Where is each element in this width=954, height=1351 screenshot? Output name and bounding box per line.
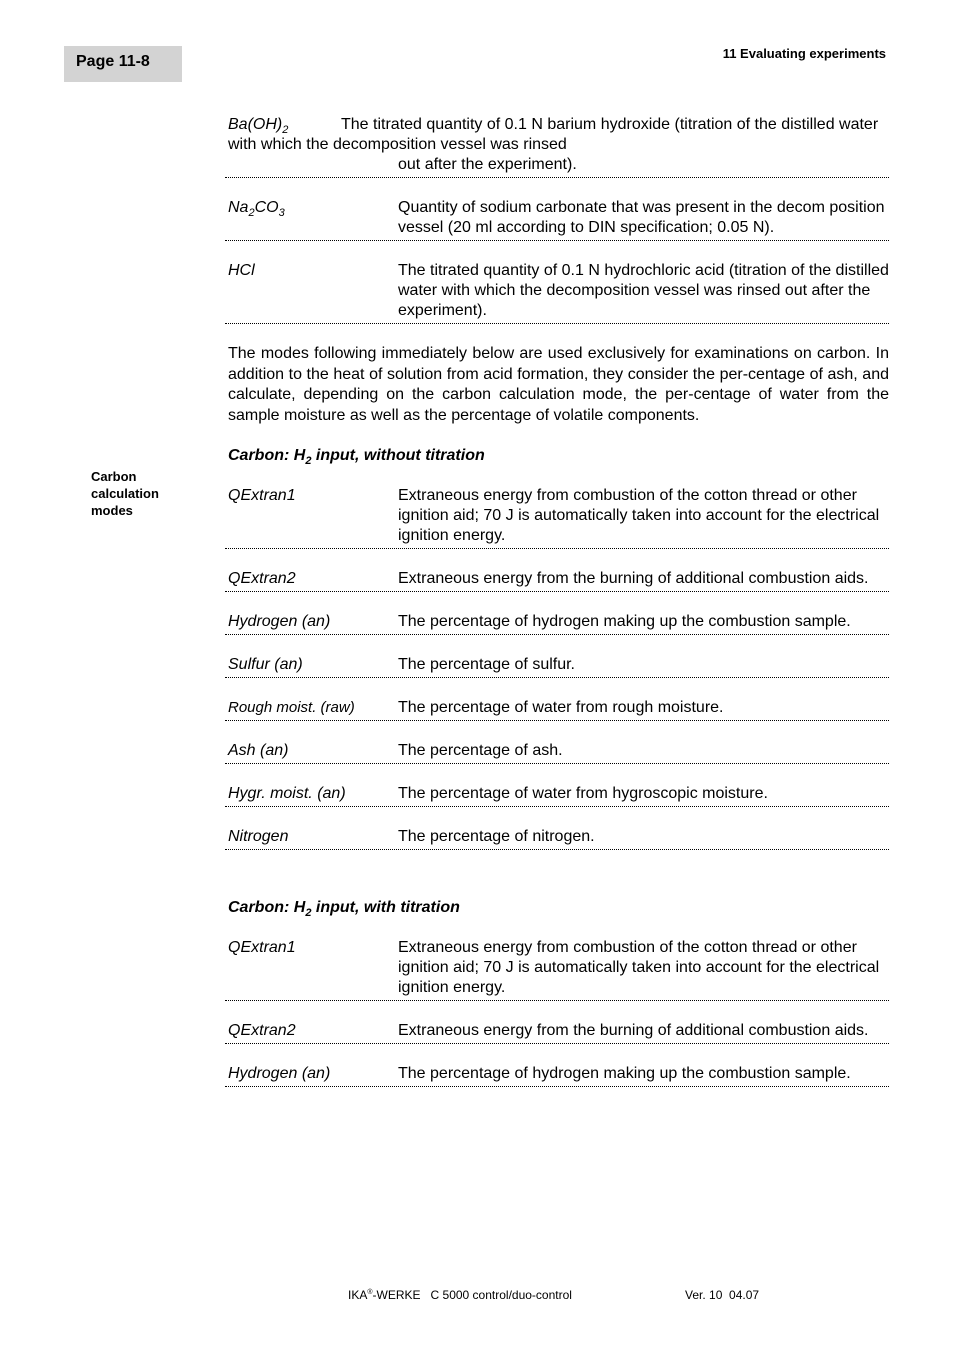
description: The percentage of nitrogen. <box>398 828 595 845</box>
mode2-heading: Carbon: $H_2$ input, with titration <box>228 899 460 920</box>
description: The percentage of ash. <box>398 742 563 759</box>
definition-row <box>225 569 889 592</box>
term: QExtran1 <box>228 939 296 956</box>
side-label: Carbon calculation modes <box>91 469 159 518</box>
definition-row <box>225 741 889 764</box>
term: Hydrogen (an) <box>228 613 331 630</box>
definition-row-na2co3 <box>225 198 889 241</box>
definition-row-baoh <box>225 115 889 178</box>
description: The percentage of hydrogen making up the combustion sample. <box>398 613 851 630</box>
page-number: Page 11-8 <box>76 53 150 70</box>
definition-row <box>225 827 889 850</box>
description: The percentage of water from rough moisture. <box>398 699 724 716</box>
page-number-tab <box>64 46 182 82</box>
description: Extraneous energy from combustion of the cotton thread or other ignition aid; 70 J is automatically taken into account for the electrical ignition energy. <box>398 487 880 544</box>
definition-row <box>225 1021 889 1044</box>
intro-paragraph: The modes following immediately below are used exclusively for examinations on carbon. In addition to the heat of solution from acid formation, they consider the per-centage of ash, and calculate, depending on the carbon calculation mode, the per-centage of water from the sample moisture as well as the percentage of volatile components. <box>228 345 889 424</box>
term: Hygr. moist. (an) <box>228 785 346 802</box>
definition-row <box>225 698 889 721</box>
definition-row <box>225 655 889 678</box>
footer-version: Ver. 10 04.07 <box>685 1288 760 1302</box>
definition-row <box>225 784 889 807</box>
term-na2co3: $Na_2CO_3$ <box>228 199 285 220</box>
desc-baoh-line1: The titrated quantity of 0.1 N barium hydroxide (titration of the distilled water with which the decomposition vessel was rinsed <box>228 116 879 153</box>
term: QExtran2 <box>228 1022 296 1039</box>
description: Extraneous energy from the burning of additional combustion aids. <box>398 1022 869 1039</box>
main-content <box>225 115 889 1107</box>
description: Extraneous energy from combustion of the cotton thread or other ignition aid; 70 J is automatically taken into account for the electrical ignition energy. <box>398 939 880 996</box>
description: The percentage of sulfur. <box>398 656 575 673</box>
description: Extraneous energy from the burning of additional combustion aids. <box>398 570 869 587</box>
definition-row <box>225 1064 889 1087</box>
desc-na2co3: Quantity of sodium carbonate that was present in the decom position vessel (20 ml according to DIN specification; 0.05 N). <box>398 199 885 236</box>
term: QExtran1 <box>228 487 296 504</box>
term: Nitrogen <box>228 828 289 845</box>
footer-product: IKA®-WERKE C 5000 control/duo-control <box>348 1288 572 1302</box>
description: The percentage of hydrogen making up the combustion sample. <box>398 1065 851 1082</box>
definition-row <box>225 612 889 635</box>
term: Rough moist. (raw) <box>228 699 355 716</box>
term: Ash (an) <box>228 742 289 759</box>
definition-row <box>225 486 889 549</box>
mode1-heading: Carbon: $H_2$ input, without titration <box>228 447 485 468</box>
desc-baoh-line2: out after the experiment). <box>398 156 577 173</box>
definition-row <box>225 938 889 1001</box>
chapter-title: 11 Evaluating experiments <box>722 46 886 61</box>
term-baoh: $Ba(OH)_2$ <box>228 116 289 137</box>
definition-row-hcl <box>225 261 889 324</box>
desc-hcl: The titrated quantity of 0.1 N hydrochloric acid (titration of the distilled water with which the decomposition vessel was rinsed out after the experiment). <box>398 262 889 319</box>
term: Hydrogen (an) <box>228 1065 331 1082</box>
description: The percentage of water from hygroscopic moisture. <box>398 785 768 802</box>
term: QExtran2 <box>228 570 296 587</box>
term-hcl: HCl <box>228 262 255 279</box>
term: Sulfur (an) <box>228 656 303 673</box>
